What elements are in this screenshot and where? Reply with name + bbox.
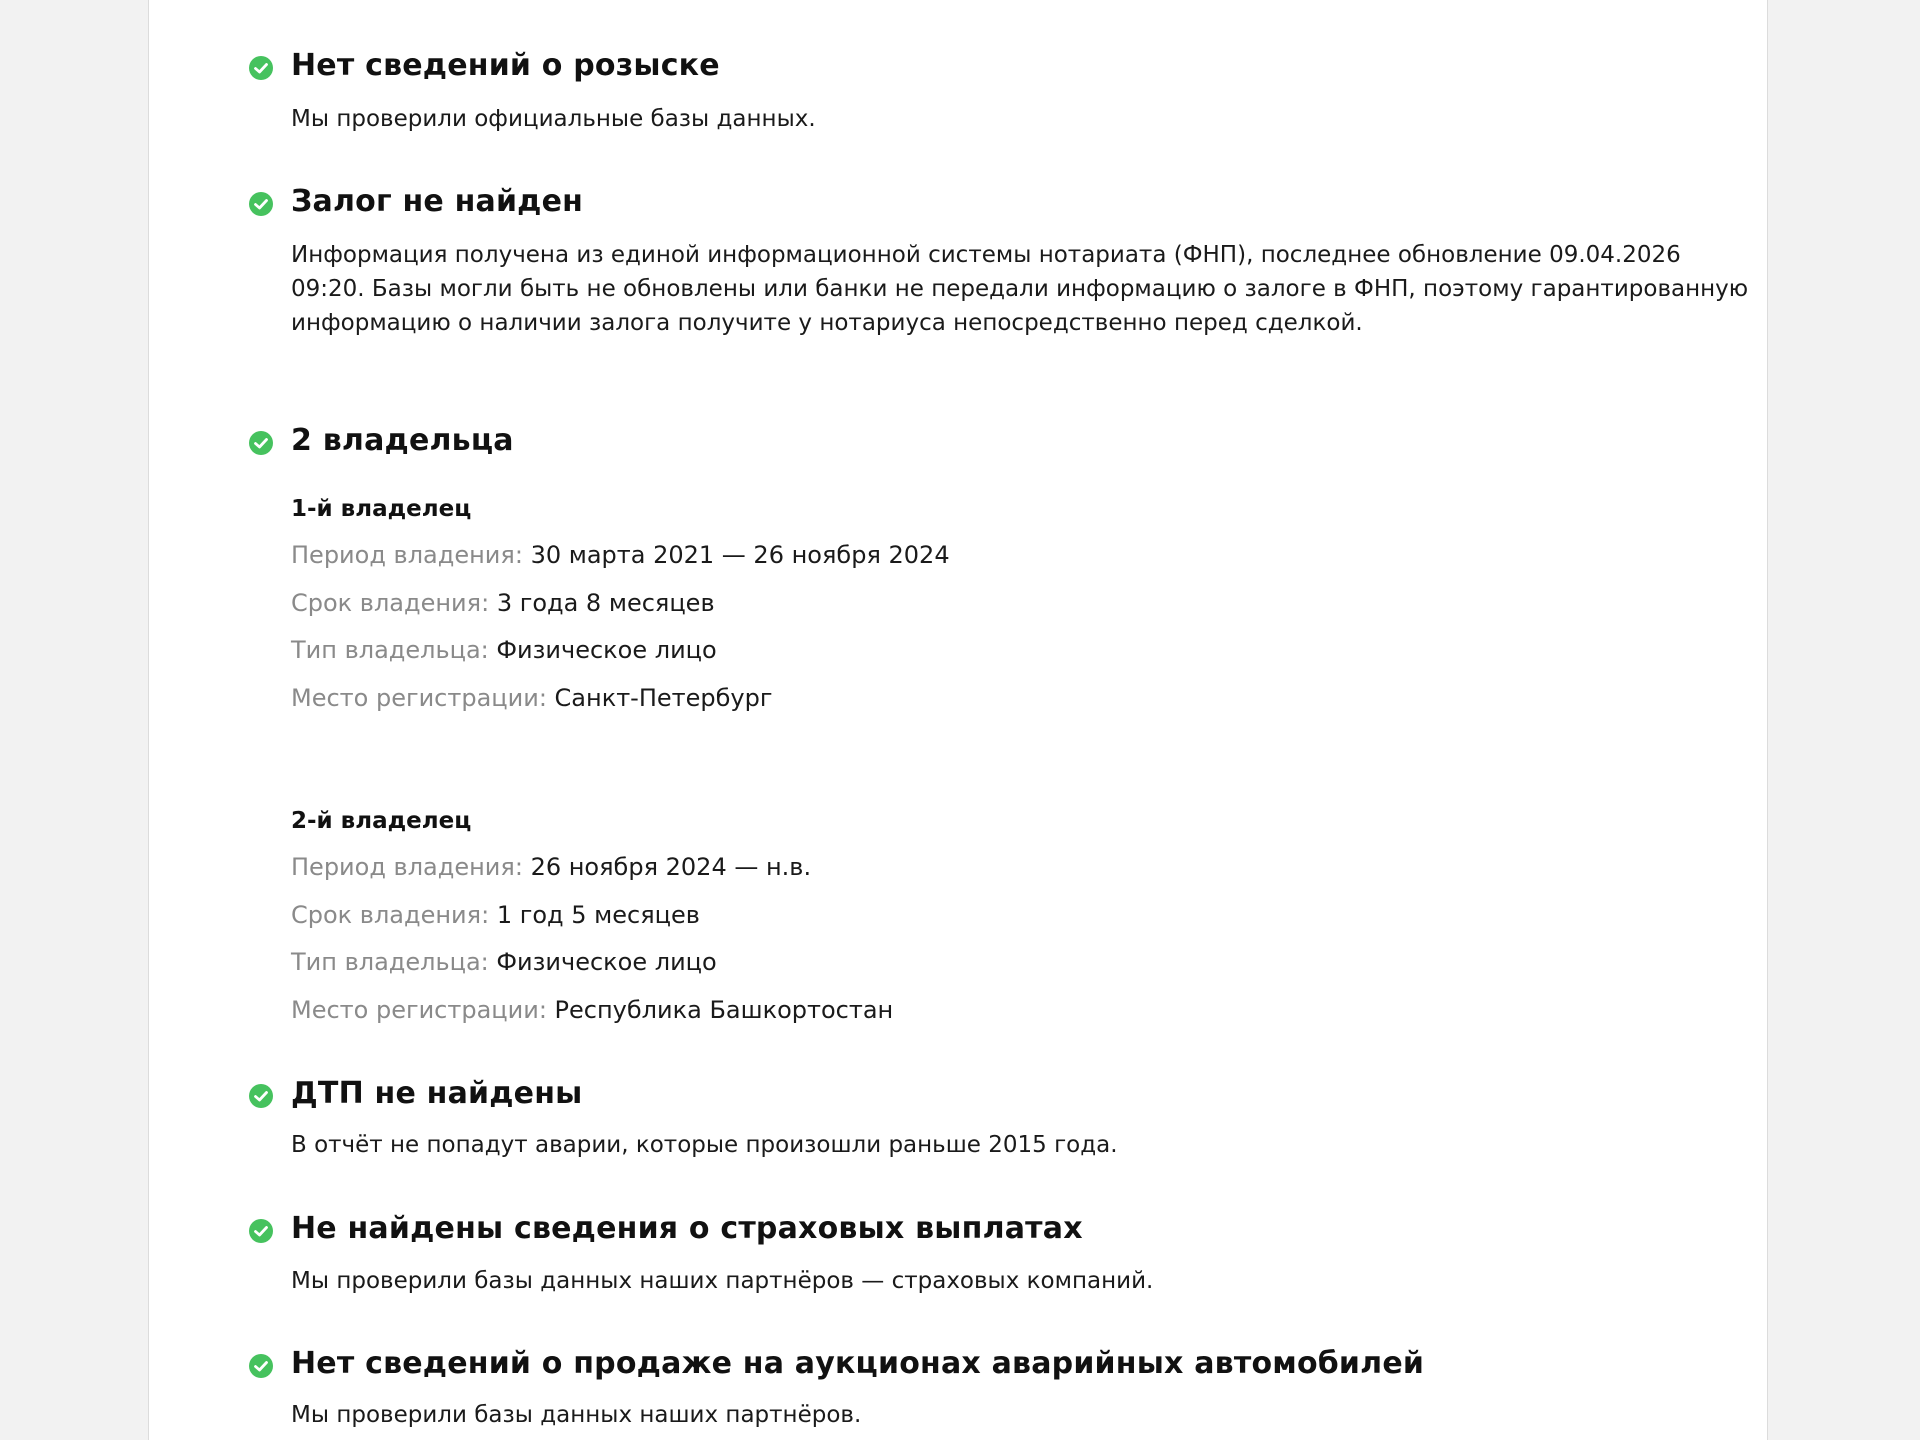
field-label: Период владения:	[291, 853, 523, 881]
owner-2-region	[291, 996, 893, 1024]
check-circle-icon	[249, 1084, 273, 1108]
field-value: Физическое лицо	[496, 948, 717, 976]
field-value: Физическое лицо	[496, 636, 717, 664]
owner-2-period	[291, 853, 811, 881]
field-label: Срок владения:	[291, 901, 490, 929]
field-label: Тип владельца:	[291, 948, 489, 976]
section-title-pledge: Залог не найден	[291, 184, 584, 219]
field-label: Место регистрации:	[291, 684, 547, 712]
check-circle-icon	[249, 431, 273, 455]
section-text-accidents: В отчёт не попадут аварии, которые произошли раньше 2015 года.	[291, 1132, 1118, 1158]
field-value: 30 марта 2021 — 26 ноября 2024	[530, 541, 950, 569]
owner-2-duration	[291, 901, 700, 929]
report-card	[148, 0, 1768, 1440]
field-value: Республика Башкортостан	[554, 996, 894, 1024]
field-value: 3 года 8 месяцев	[496, 589, 715, 617]
owner-1-period	[291, 541, 950, 569]
section-title-wanted: Нет сведений о розыске	[291, 48, 720, 83]
owner-1-title: 1-й владелец	[291, 496, 472, 522]
field-label: Тип владельца:	[291, 636, 489, 664]
section-title-accidents: ДТП не найдены	[291, 1076, 583, 1111]
owner-1-region	[291, 684, 772, 712]
check-circle-icon	[249, 1354, 273, 1378]
owner-1-duration	[291, 589, 715, 617]
section-title-insurance: Не найдены сведения о страховых выплатах	[291, 1211, 1083, 1246]
section-text-pledge: Информация получена из единой информационной системы нотариата (ФНП), последнее обновление 09.04.2026 09:20. Базы могли быть не обновлены или банки не передали информацию о залоге в ФНП, поэтому гарантированную информацию о наличии залога получите у нотариуса непосредственно перед сделкой.	[291, 242, 1749, 336]
field-value: 1 год 5 месяцев	[496, 901, 700, 929]
owner-1-type	[291, 636, 717, 664]
field-value: Санкт-Петербург	[554, 684, 773, 712]
section-text-wanted: Мы проверили официальные базы данных.	[291, 106, 816, 132]
section-text-auctions: Мы проверили базы данных наших партнёров.	[291, 1402, 862, 1428]
check-circle-icon	[249, 56, 273, 80]
section-title-owners: 2 владельца	[291, 423, 514, 458]
field-label: Срок владения:	[291, 589, 490, 617]
owner-2-type	[291, 948, 717, 976]
check-circle-icon	[249, 1219, 273, 1243]
check-circle-icon	[249, 192, 273, 216]
section-text-insurance: Мы проверили базы данных наших партнёров — страховых компаний.	[291, 1268, 1154, 1294]
section-title-auctions: Нет сведений о продаже на аукционах аварийных автомобилей	[291, 1346, 1425, 1381]
owner-2-title: 2-й владелец	[291, 808, 472, 834]
field-value: 26 ноября 2024 — н.в.	[530, 853, 812, 881]
field-label: Место регистрации:	[291, 996, 547, 1024]
field-label: Период владения:	[291, 541, 523, 569]
